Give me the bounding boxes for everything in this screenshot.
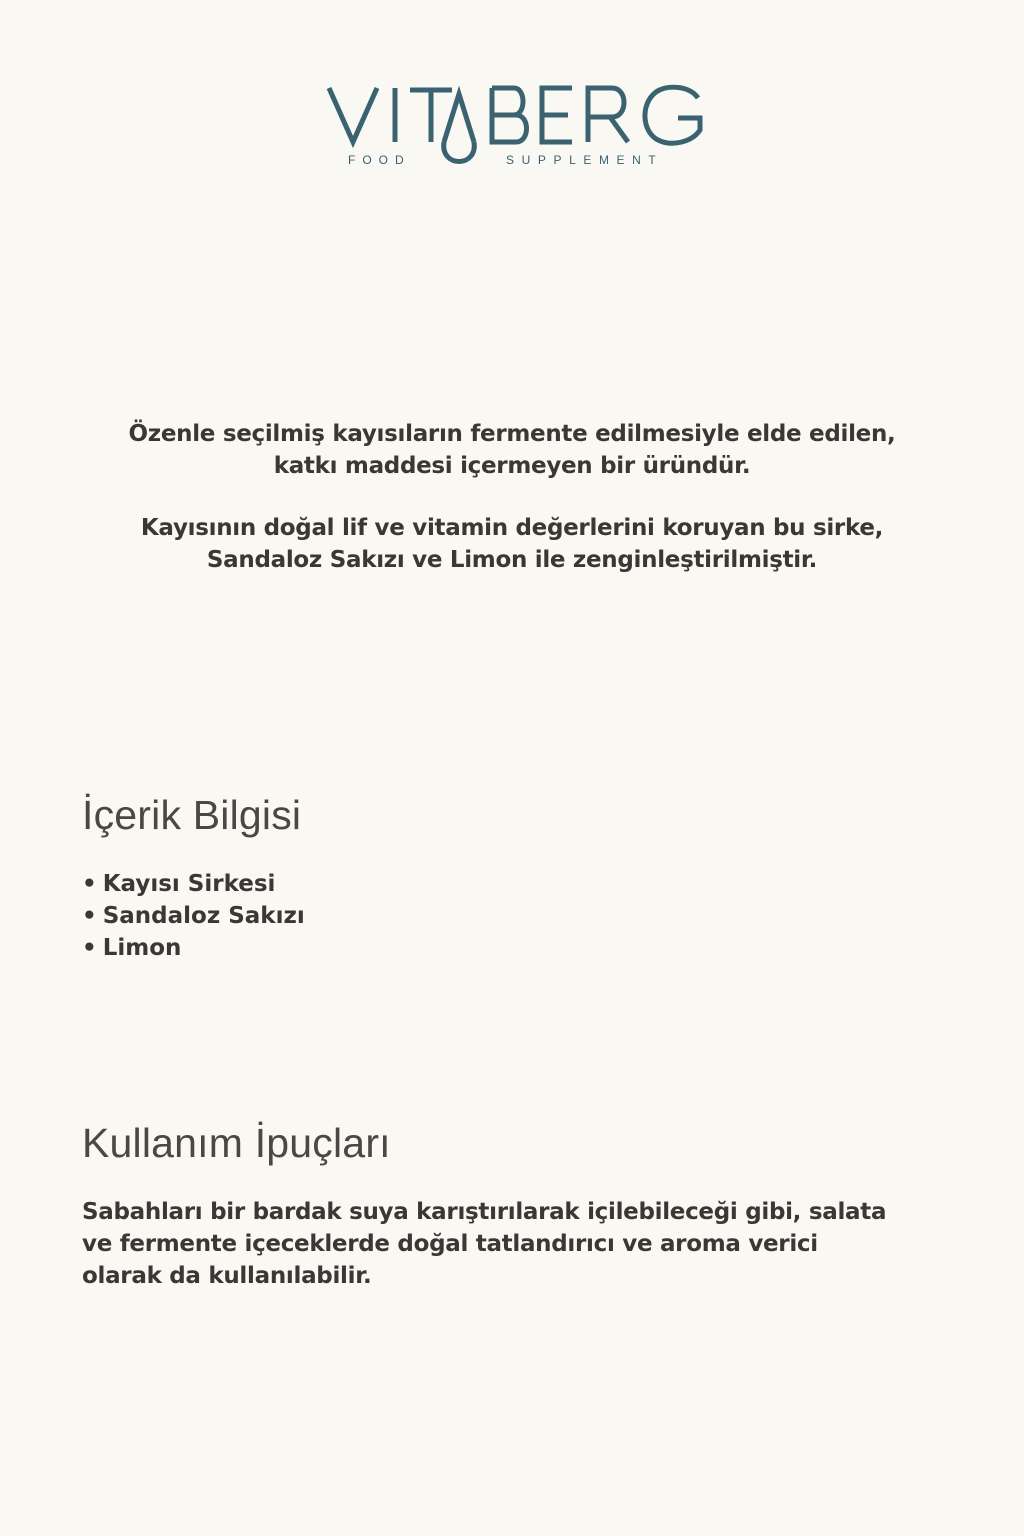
intro-line: Özenle seçilmiş kayısıların fermente edilmesiyle elde edilen, bbox=[128, 421, 896, 447]
usage-line: olarak da kullanılabilir. bbox=[82, 1263, 372, 1289]
ingredients-list bbox=[82, 868, 305, 964]
bullet: • bbox=[82, 903, 97, 929]
brand-tagline-right: SUPPLEMENT bbox=[506, 153, 664, 167]
bullet: • bbox=[82, 871, 97, 897]
intro-line: katkı maddesi içermeyen bir üründür. bbox=[273, 453, 751, 479]
usage-text bbox=[82, 1196, 962, 1292]
ingredient-label: Sandaloz Sakızı bbox=[102, 903, 305, 929]
usage-heading: Kullanım İpuçları bbox=[82, 1120, 391, 1166]
intro-paragraph-1 bbox=[0, 418, 1024, 482]
ingredient-label: Kayısı Sirkesi bbox=[102, 871, 276, 897]
list-item bbox=[82, 900, 305, 932]
intro-paragraph-2 bbox=[0, 512, 1024, 576]
ingredients-heading: İçerik Bilgisi bbox=[82, 792, 302, 838]
brand-tagline-left: FOOD bbox=[348, 153, 411, 167]
usage-line: ve fermente içeceklerde doğal tatlandırıcı ve aroma verici bbox=[82, 1231, 818, 1257]
intro-text bbox=[0, 418, 1024, 606]
ingredient-label: Limon bbox=[102, 935, 182, 961]
intro-line: Kayısının doğal lif ve vitamin değerlerini koruyan bu sirke, bbox=[140, 515, 884, 541]
list-item bbox=[82, 868, 305, 900]
usage-line: Sabahları bir bardak suya karıştırılarak içilebileceği gibi, salata bbox=[82, 1199, 887, 1225]
bullet: • bbox=[82, 935, 97, 961]
vitaberg-logo bbox=[322, 80, 712, 180]
list-item bbox=[82, 932, 305, 964]
intro-line: Sandaloz Sakızı ve Limon ile zenginleştirilmiştir. bbox=[206, 547, 818, 573]
